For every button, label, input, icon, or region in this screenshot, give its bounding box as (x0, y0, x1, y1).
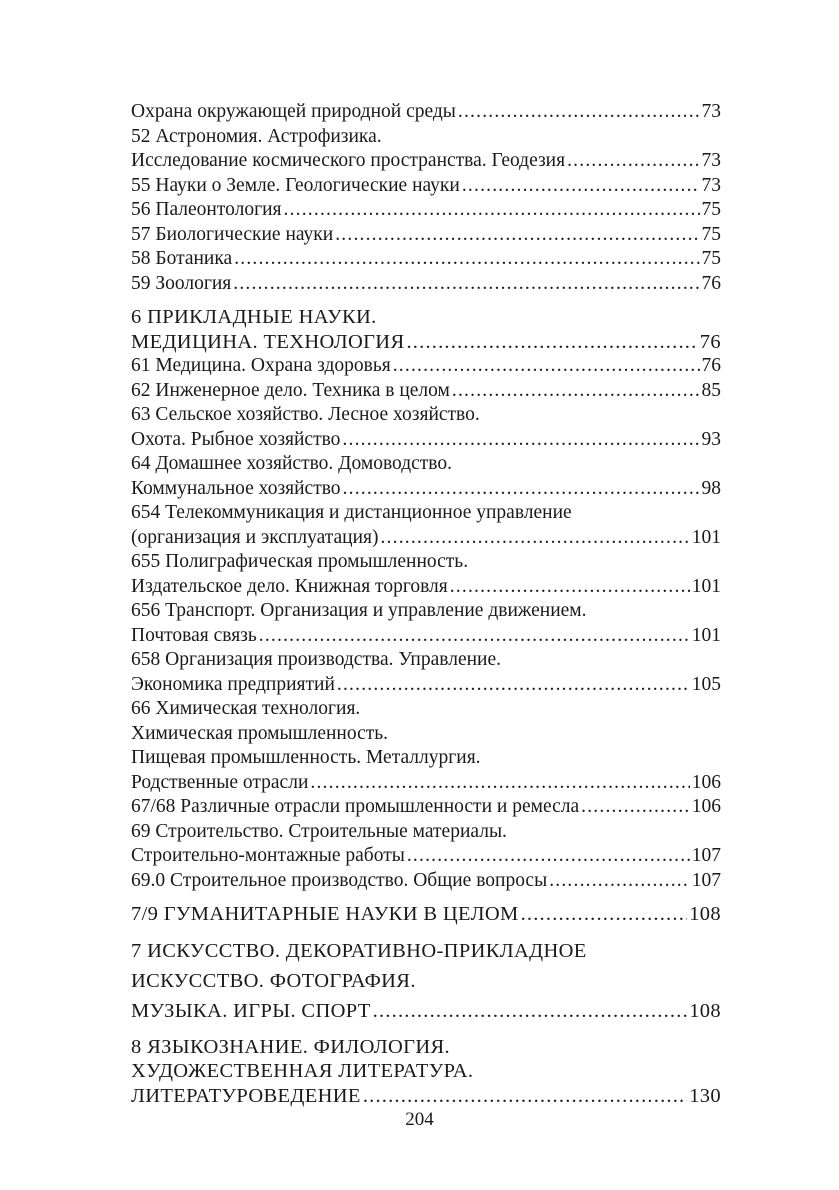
toc-entry-last-line (131, 673, 721, 698)
toc-entry-page: 107 (691, 845, 721, 866)
dot-leader (284, 198, 700, 223)
toc-entry-title: 59 Зоология (131, 272, 232, 294)
toc-entry-page: 101 (691, 624, 721, 646)
toc-entry-page: 75 (701, 223, 721, 245)
toc-entry (131, 125, 721, 174)
toc-entry (131, 452, 721, 501)
toc-entry-title: Охрана окружающей природной среды (131, 101, 456, 122)
toc-entry-page: 105 (691, 673, 721, 695)
toc-entry-title: Родственные отрасли (131, 771, 309, 793)
toc-entry-last-line (131, 575, 721, 600)
page-number: 204 (405, 1109, 434, 1130)
dot-leader (335, 223, 699, 248)
toc-entry-page: 85 (701, 379, 721, 401)
toc-entry-page: 106 (691, 796, 721, 817)
dot-leader (549, 869, 690, 894)
toc-entry (131, 198, 721, 223)
toc-entry-page: 101 (691, 575, 721, 597)
toc-entry-title: 57 Биологические науки (131, 223, 334, 245)
toc-entry-page: 93 (701, 428, 721, 450)
toc-entry-line: 654 Телекоммуникация и дистанционное управление (131, 502, 572, 523)
toc-entry-last-line (131, 795, 721, 820)
toc-entry-page: 108 (689, 903, 721, 925)
table-of-contents (131, 100, 721, 1108)
toc-entry (131, 100, 721, 125)
dot-leader (337, 673, 690, 698)
dot-leader (342, 428, 699, 453)
toc-entry (131, 501, 721, 550)
toc-entry-line: ИСКУССТВО. ФОТОГРАФИЯ. (131, 969, 416, 992)
dot-leader (373, 996, 688, 1026)
toc-entry-last-line (131, 272, 721, 297)
dot-leader (407, 844, 690, 869)
toc-entry-last-line (131, 379, 721, 404)
toc-entry-title: 67/68 Различные отрасли промышленности и ремесла (131, 796, 580, 817)
toc-entry-page: 76 (701, 272, 721, 294)
toc-entry-title: 56 Палеонтология (131, 199, 282, 220)
toc-entry-line: Пищевая промышленность. Металлургия. (131, 747, 481, 768)
toc-entry-last-line (131, 247, 721, 272)
toc-entry (131, 379, 721, 404)
toc-entry-line: 7 ИСКУССТВО. ДЕКОРАТИВНО-ПРИКЛАДНОЕ (131, 939, 587, 962)
dot-leader (259, 624, 690, 649)
toc-entry-page: 76 (701, 355, 721, 376)
toc-entry (131, 1035, 721, 1109)
toc-entry-title: Экономика предприятий (131, 673, 335, 695)
toc-entry-page: 75 (701, 199, 721, 220)
toc-entry-last-line (131, 844, 721, 869)
toc-entry-page: 76 (699, 330, 721, 353)
toc-entry-last-line (131, 771, 721, 796)
toc-entry-last-line (131, 624, 721, 649)
toc-entry-title: Издательское дело. Книжная торговля (131, 575, 448, 597)
toc-entry-line: 656 Транспорт. Организация и управление движением. (131, 600, 587, 621)
toc-entry (131, 648, 721, 697)
toc-entry-line: 69 Строительство. Строительные материалы. (131, 820, 507, 842)
toc-entry-line: 6 ПРИКЛАДНЫЕ НАУКИ. (131, 306, 377, 328)
dot-leader (343, 477, 700, 502)
toc-entry-title: Почтовая связь (131, 624, 257, 646)
toc-entry-last-line (131, 996, 721, 1026)
toc-entry-page: 107 (691, 869, 721, 891)
toc-entry-line: 655 Полиграфическая промышленность. (131, 551, 469, 572)
toc-entry-line: Химическая промышленность. (131, 722, 389, 744)
toc-entry-title: Строительно-монтажные работы (131, 845, 405, 866)
dot-leader (233, 272, 699, 297)
toc-entry-title: Охота. Рыбное хозяйство (131, 428, 341, 450)
dot-leader (521, 902, 688, 927)
toc-entry-line: 8 ЯЗЫКОЗНАНИЕ. ФИЛОЛОГИЯ. (131, 1035, 451, 1058)
dot-leader (462, 174, 700, 199)
toc-entry-line: 66 Химическая технология. (131, 698, 361, 719)
toc-entry-last-line (131, 354, 721, 379)
toc-entry-title: 69.0 Строительное производство. Общие вопросы (131, 869, 548, 891)
toc-entry-line: 64 Домашнее хозяйство. Домоводство. (131, 453, 452, 474)
toc-entry (131, 223, 721, 248)
toc-entry-page: 73 (701, 101, 721, 122)
toc-entry-last-line (131, 223, 721, 248)
dot-leader (450, 575, 690, 600)
toc-entry-page: 73 (701, 174, 721, 196)
toc-list (131, 100, 721, 1108)
toc-entry-line: 658 Организация производства. Управление. (131, 649, 502, 670)
dot-leader (458, 100, 700, 125)
toc-entry-page: 98 (701, 477, 721, 499)
dot-leader (452, 379, 700, 404)
toc-entry-line: 52 Астрономия. Астрофизика. (131, 125, 382, 147)
toc-entry (131, 272, 721, 297)
toc-entry (131, 869, 721, 894)
dot-leader (567, 149, 699, 174)
toc-entry-page: 73 (701, 150, 721, 171)
dot-leader (393, 354, 700, 379)
toc-entry-title: МУЗЫКА. ИГРЫ. СПОРТ (131, 999, 371, 1022)
toc-entry (131, 354, 721, 379)
toc-entry (131, 599, 721, 648)
toc-entry (131, 174, 721, 199)
toc-entry (131, 305, 721, 354)
toc-entry-last-line (131, 100, 721, 125)
toc-entry-title: 7/9 ГУМАНИТАРНЫЕ НАУКИ В ЦЕЛОМ (131, 903, 519, 925)
toc-entry-line: ХУДОЖЕСТВЕННАЯ ЛИТЕРАТУРА. (131, 1060, 474, 1082)
toc-entry-title: Исследование космического пространства. Геодезия (131, 150, 566, 171)
toc-entry (131, 902, 721, 927)
toc-entry-last-line (131, 477, 721, 502)
toc-entry-last-line (131, 149, 721, 174)
toc-entry-page: 130 (689, 1084, 721, 1107)
dot-leader (363, 1084, 687, 1109)
toc-entry-title: (организация и эксплуатация) (131, 526, 379, 548)
toc-entry-last-line (131, 198, 721, 223)
toc-entry-title: 58 Ботаника (131, 248, 233, 269)
toc-entry-page: 101 (691, 526, 721, 548)
toc-entry-last-line (131, 526, 721, 551)
toc-entry-last-line (131, 330, 721, 355)
toc-entry-title: 55 Науки о Земле. Геологические науки (131, 174, 460, 196)
toc-entry-last-line (131, 902, 721, 927)
toc-entry-page: 108 (689, 999, 721, 1022)
toc-entry-line: 63 Сельское хозяйство. Лесное хозяйство. (131, 404, 480, 425)
toc-entry (131, 550, 721, 599)
dot-leader (380, 526, 689, 551)
dot-leader (406, 330, 697, 355)
toc-entry (131, 795, 721, 820)
toc-entry-title: ЛИТЕРАТУРОВЕДЕНИЕ (131, 1084, 361, 1107)
toc-entry (131, 697, 721, 795)
toc-entry-last-line (131, 869, 721, 894)
dot-leader (310, 771, 689, 796)
dot-leader (234, 247, 699, 272)
toc-entry-title: МЕДИЦИНА. ТЕХНОЛОГИЯ (131, 330, 405, 353)
toc-entry-title: 62 Инженерное дело. Техника в целом (131, 379, 450, 401)
toc-entry (131, 820, 721, 869)
toc-entry-last-line (131, 1084, 721, 1109)
toc-entry-last-line (131, 428, 721, 453)
toc-entry-title: 61 Медицина. Охрана здоровья (131, 355, 391, 376)
toc-entry-page: 75 (701, 248, 721, 269)
toc-entry-page: 106 (691, 771, 721, 793)
dot-leader (581, 795, 690, 820)
toc-entry (131, 247, 721, 272)
toc-entry-last-line (131, 174, 721, 199)
toc-entry (131, 936, 721, 1026)
toc-entry (131, 403, 721, 452)
toc-entry-title: Коммунальное хозяйство (131, 477, 341, 499)
